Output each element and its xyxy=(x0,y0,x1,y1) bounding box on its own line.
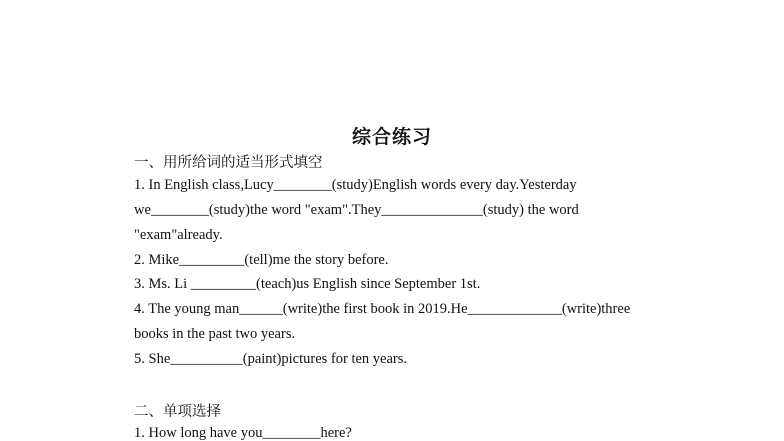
exercise-line-1-end: "exam"already. xyxy=(134,227,223,243)
exercise-line-4: 4. The young man______(write)the first book in 2019.He_____________(write)three xyxy=(134,301,631,317)
exercise-line-4-cont: books in the past two years. xyxy=(134,326,296,342)
exercise-line-2: 2. Mike_________(tell)me the story before. xyxy=(134,252,389,268)
section-heading-fill-in: 一、用所给词的适当形式填空 xyxy=(134,155,323,171)
exercise-line-5: 5. She__________(paint)pictures for ten years. xyxy=(134,351,408,367)
exercise-line-1: 1. In English class,Lucy________(study)English words every day.Yesterday xyxy=(134,177,577,193)
exercise-line-3: 3. Ms. Li _________(teach)us English since September 1st. xyxy=(134,276,481,292)
section-heading-multiple-choice: 二、单项选择 xyxy=(134,404,221,420)
document-title: 综合练习 xyxy=(351,126,432,148)
exercise-line-1-cont: we________(study)the word "exam".They______________(study) the word xyxy=(134,202,579,218)
choice-question-1: 1. How long have you________here? xyxy=(134,425,352,441)
